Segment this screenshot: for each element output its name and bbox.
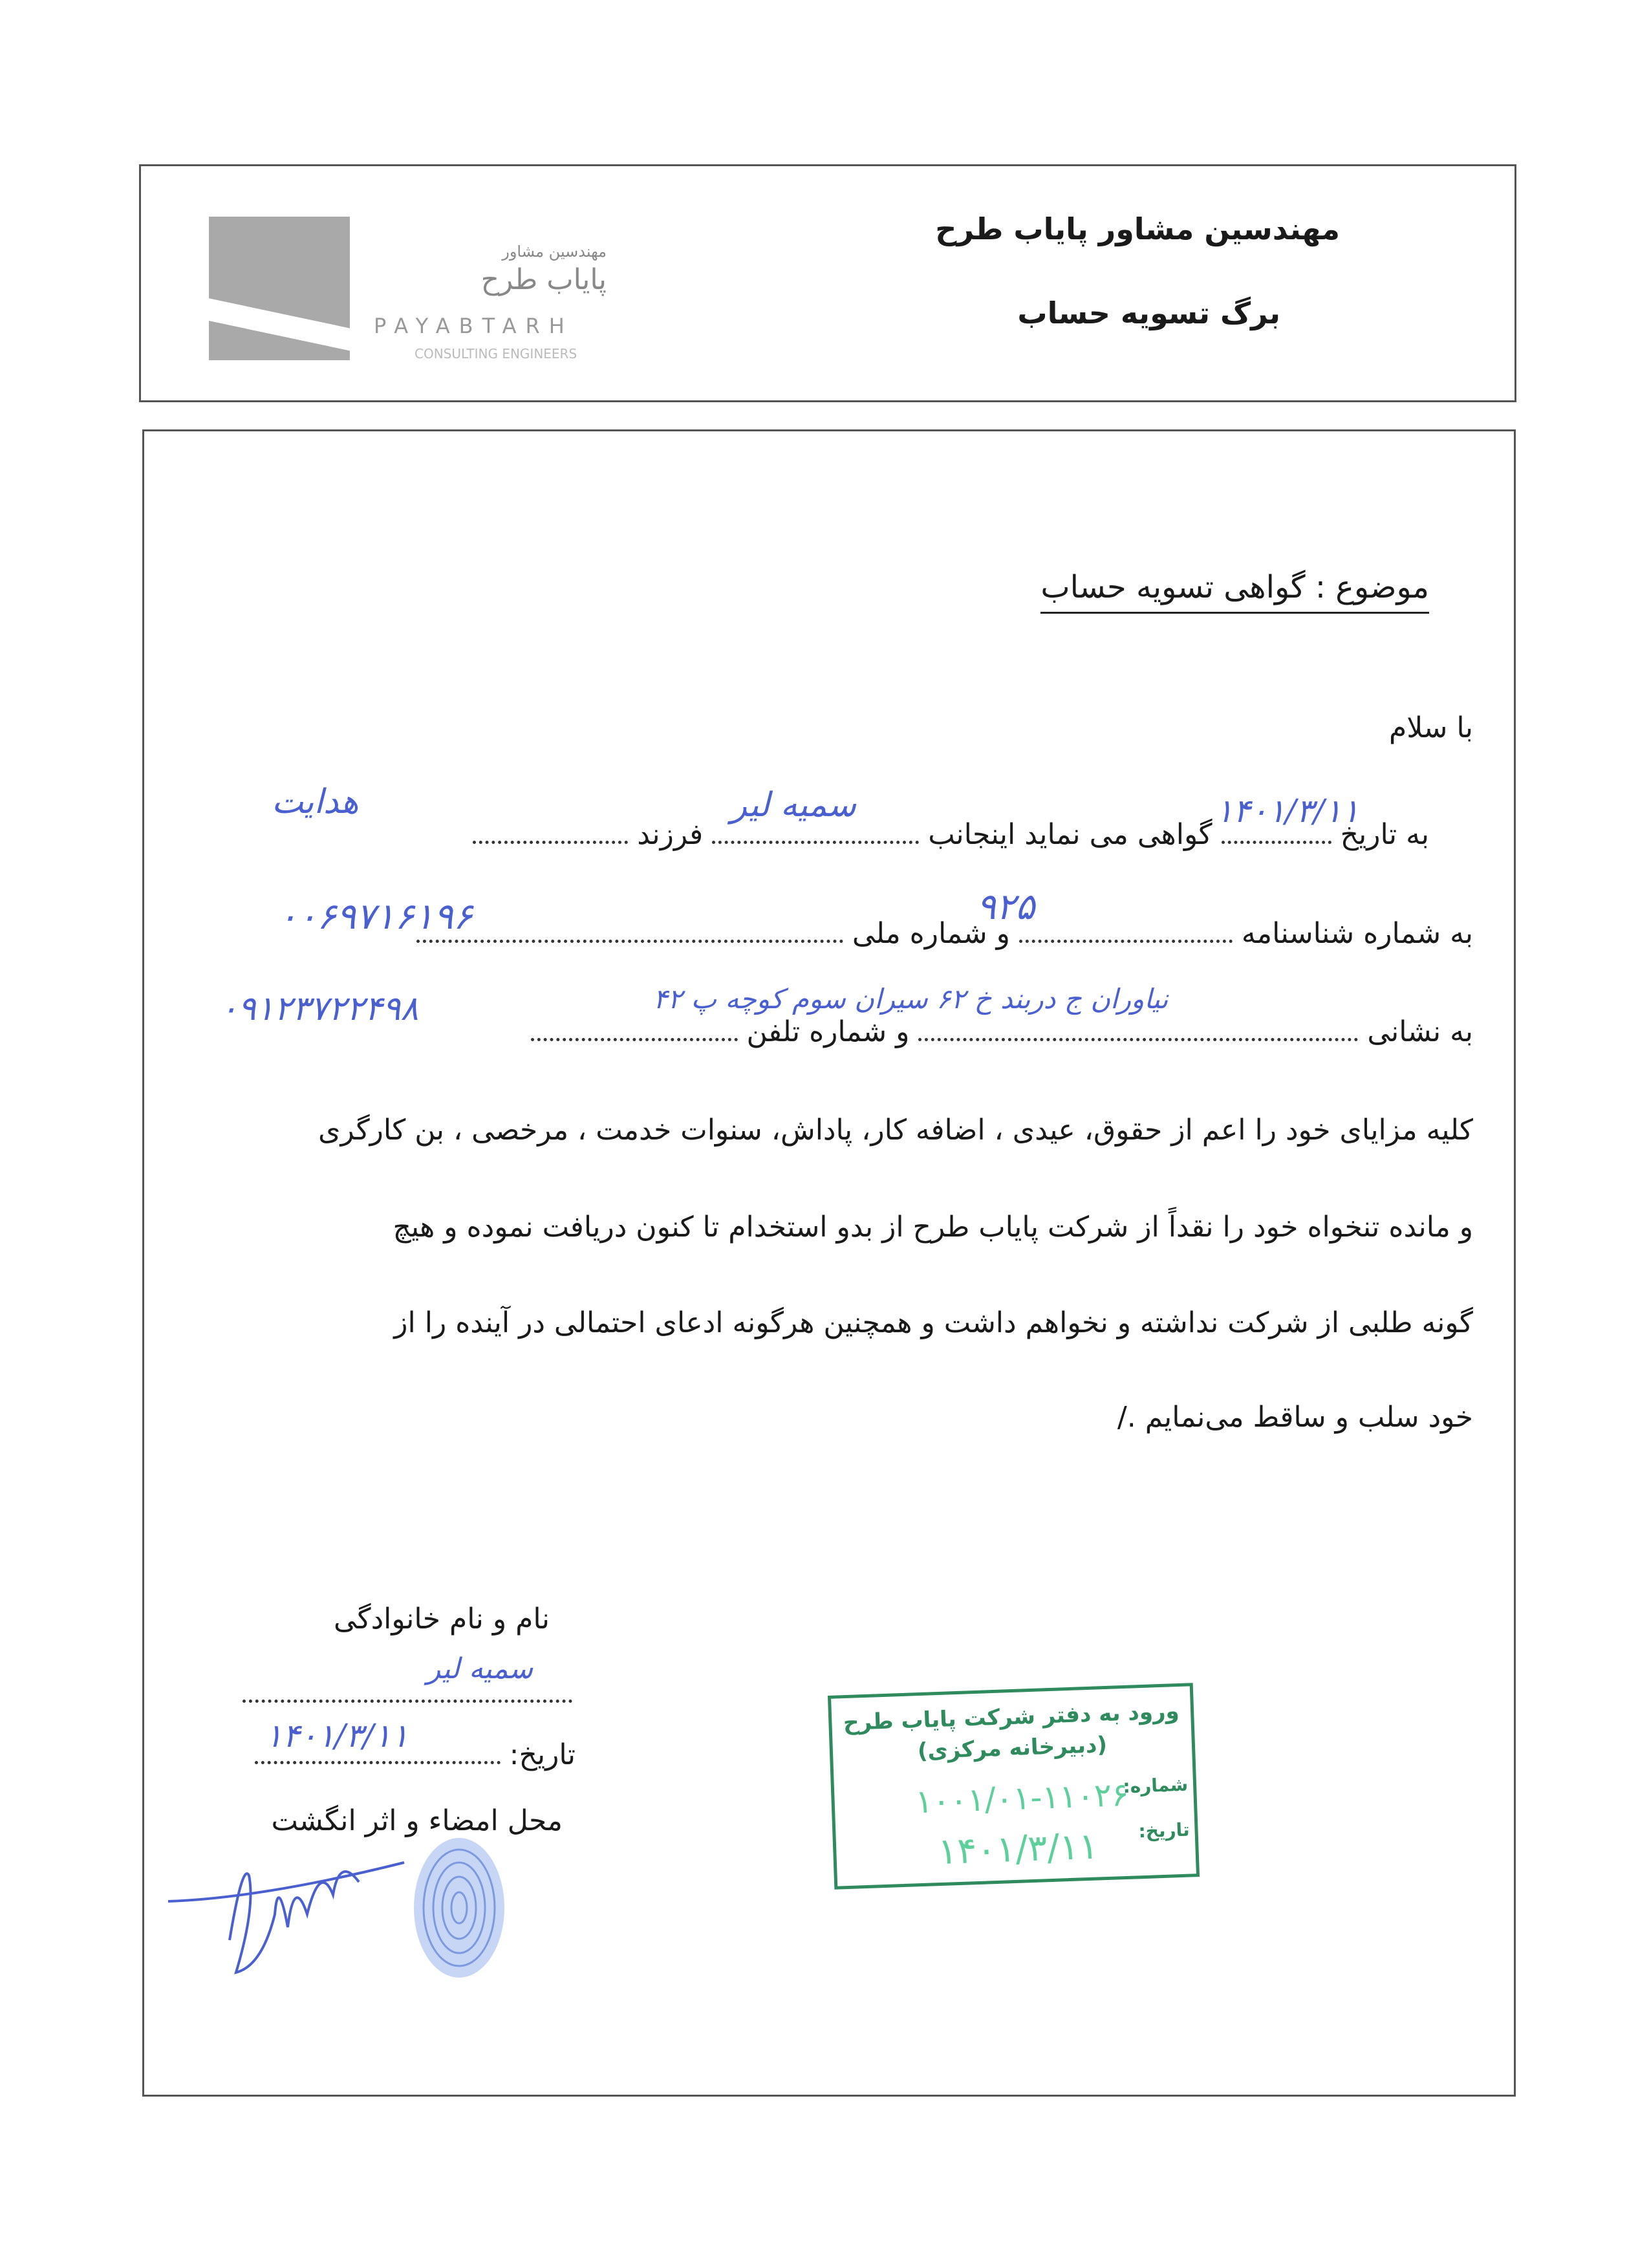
label-national-id: و شماره ملی	[852, 917, 1010, 950]
logo-en-sub: CONSULTING ENGINEERS	[415, 346, 577, 362]
date-label: تاریخ:	[509, 1738, 576, 1771]
hw-date: ۱۴۰۱/۳/۱۱	[1216, 792, 1359, 830]
fingerprint-icon	[407, 1833, 511, 1982]
logo-fa-name: پایاب طرح	[480, 263, 607, 296]
subject	[1040, 569, 1429, 605]
subject-text: موضوع : گواهی تسویه حساب	[1040, 569, 1429, 614]
sig-name-value: سمیه لیر	[427, 1652, 534, 1685]
paragraph-line: گونه طلبی از شرکت نداشته و نخواهم داشت و همچنین هرگونه ادعای احتمالی در آینده را از	[394, 1306, 1473, 1339]
logo-en-name: PAYABTARH	[374, 314, 574, 338]
logo	[209, 217, 674, 372]
hw-id-number: ۹۲۵	[976, 886, 1035, 928]
name-label: نام و نام خانوادگی	[333, 1603, 550, 1636]
label-date: به تاریخ	[1340, 818, 1429, 851]
label-phone: و شماره تلفن	[746, 1015, 910, 1048]
stamp-number-value: ۱۰۰۱/۰۱-۱۱۰۲۶	[914, 1775, 1130, 1821]
hw-name: سمیه لیر	[731, 786, 856, 825]
hw-address: نیاوران ج دربند خ ۶۲ سیران سوم کوچه پ ۴۲	[653, 983, 1169, 1015]
line-address	[531, 1015, 1473, 1048]
company-name: مهندسین مشاور پایاب طرح	[935, 211, 1340, 246]
signature-icon	[165, 1837, 411, 1985]
name-dots	[242, 1700, 572, 1703]
form-title: برگ تسویه حساب	[1017, 296, 1280, 330]
stamp-line1: ورود به دفتر شرکت پایاب طرح	[843, 1698, 1180, 1736]
registry-stamp	[828, 1683, 1200, 1890]
line-ids	[416, 917, 1473, 950]
sign-label: محل امضاء و اثر انگشت	[271, 1804, 563, 1837]
stamp-line2: (دبیرخانه مرکزی)	[917, 1731, 1108, 1765]
hw-phone: ۰۹۱۲۳۷۲۲۴۹۸	[220, 989, 419, 1028]
hw-father: هدایت	[272, 783, 359, 821]
header-box	[139, 164, 1516, 402]
label-id-number: به شماره شناسنامه	[1241, 917, 1473, 950]
greeting: با سلام	[1388, 711, 1473, 744]
logo-fa-small: مهندسین مشاور	[502, 243, 607, 261]
stamp-number-label: شماره:	[1122, 1773, 1189, 1798]
label-name: گواهی می نماید اینجانب	[928, 818, 1212, 851]
stamp-date-label: تاریخ:	[1137, 1819, 1191, 1842]
logo-mark-icon	[209, 217, 350, 360]
paragraph-line: خود سلب و ساقط می‌نمایم ./	[1117, 1401, 1473, 1434]
hw-national-id: ۰۰۶۹۷۱۶۱۹۶	[278, 896, 473, 938]
label-father: فرزند	[637, 818, 704, 851]
stamp-date-value: ۱۴۰۱/۳/۱۱	[937, 1825, 1099, 1874]
label-address: به نشانی	[1367, 1015, 1473, 1048]
sig-date-value: ۱۴۰۱/۳/۱۱	[265, 1717, 409, 1755]
paragraph-line: و مانده تنخواه خود را نقداً از شرکت پایاب طرح از بدو استخدام تا کنون دریافت نموده و هیچ	[393, 1211, 1473, 1244]
paragraph-line: کلیه مزایای خود را اعم از حقوق، عیدی ، اضافه کار، پاداش، سنوات خدمت ، مرخصی ، بن کارگری	[318, 1114, 1473, 1147]
